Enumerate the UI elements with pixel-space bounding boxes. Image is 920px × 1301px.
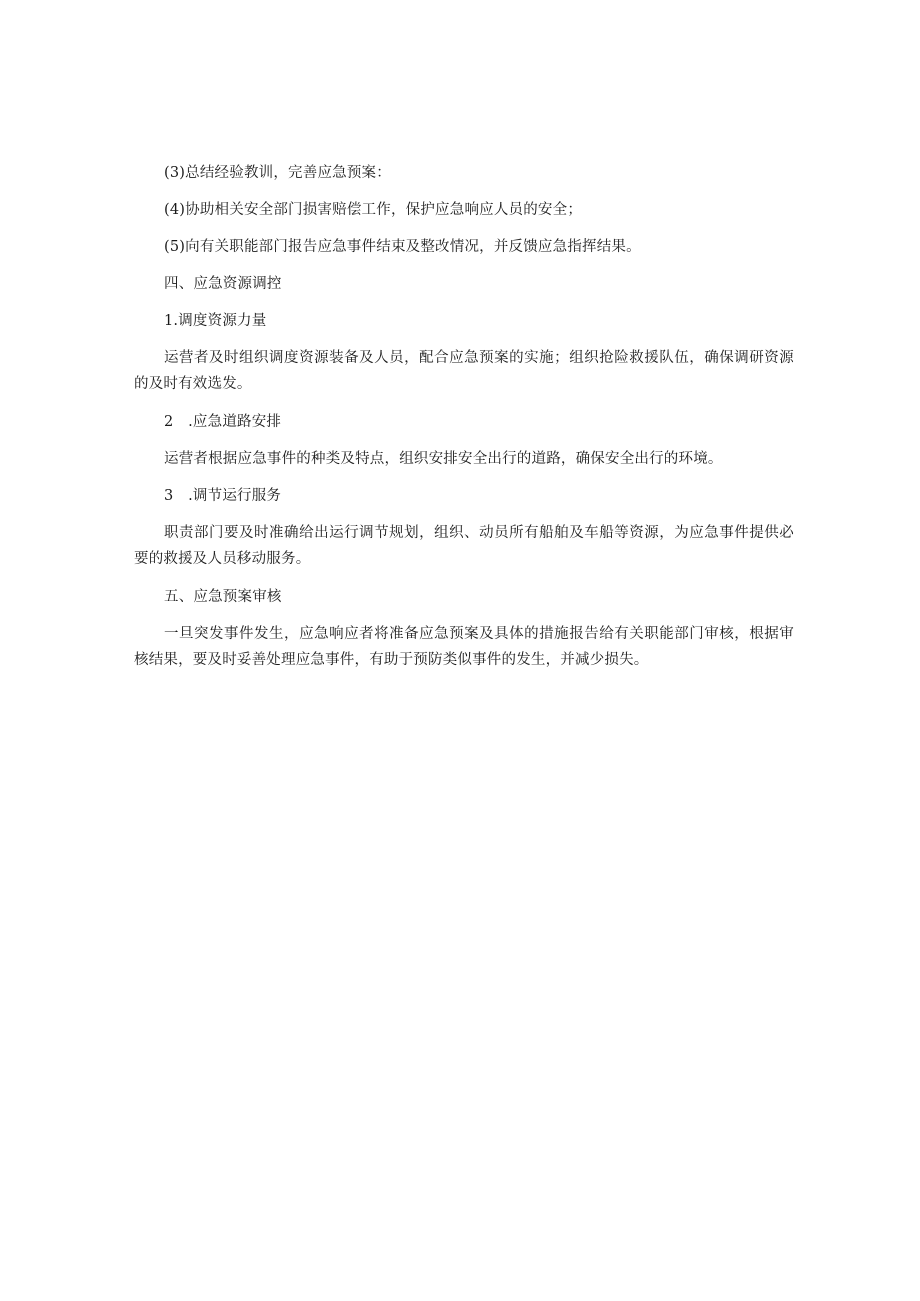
subsection-heading-3: 3 .调节运行服务 <box>164 488 282 504</box>
paragraph-resource-dispatch: 运营者及时组织调度资源装备及人员，配合应急预案的实施；组织抢险救援队伍，确保调研资源的及时有效选发。 <box>134 350 794 392</box>
document-body <box>134 160 794 673</box>
list-item-3: (3)总结经验教训，完善应急预案： <box>164 165 391 181</box>
list-item-5: (5)向有关职能部门报告应急事件结束及整改情况，并反馈应急指挥结果。 <box>164 239 641 255</box>
paragraph-plan-review: 一旦突发事件发生，应急响应者将准备应急预案及具体的措施报告给有关职能部门审核，根据审核结果，要及时妥善处理应急事件，有助于预防类似事件的发生，并减少损失。 <box>134 626 794 668</box>
subsection-heading-2: 2 .应急道路安排 <box>164 414 282 430</box>
section-heading-5: 五、应急预案审核 <box>164 589 282 605</box>
section-heading-4: 四、应急资源调控 <box>164 276 282 292</box>
subsection-heading-1: 1.调度资源力量 <box>164 313 267 329</box>
paragraph-emergency-roads: 运营者根据应急事件的种类及特点，组织安排安全出行的道路，确保安全出行的环境。 <box>164 451 723 467</box>
paragraph-operation-service: 职责部门要及时准确给出运行调节规划，组织、动员所有船舶及车船等资源，为应急事件提供必要的救援及人员移动服务。 <box>134 525 794 567</box>
list-item-4: (4)协助相关安全部门损害赔偿工作，保护应急响应人员的安全； <box>164 202 583 218</box>
